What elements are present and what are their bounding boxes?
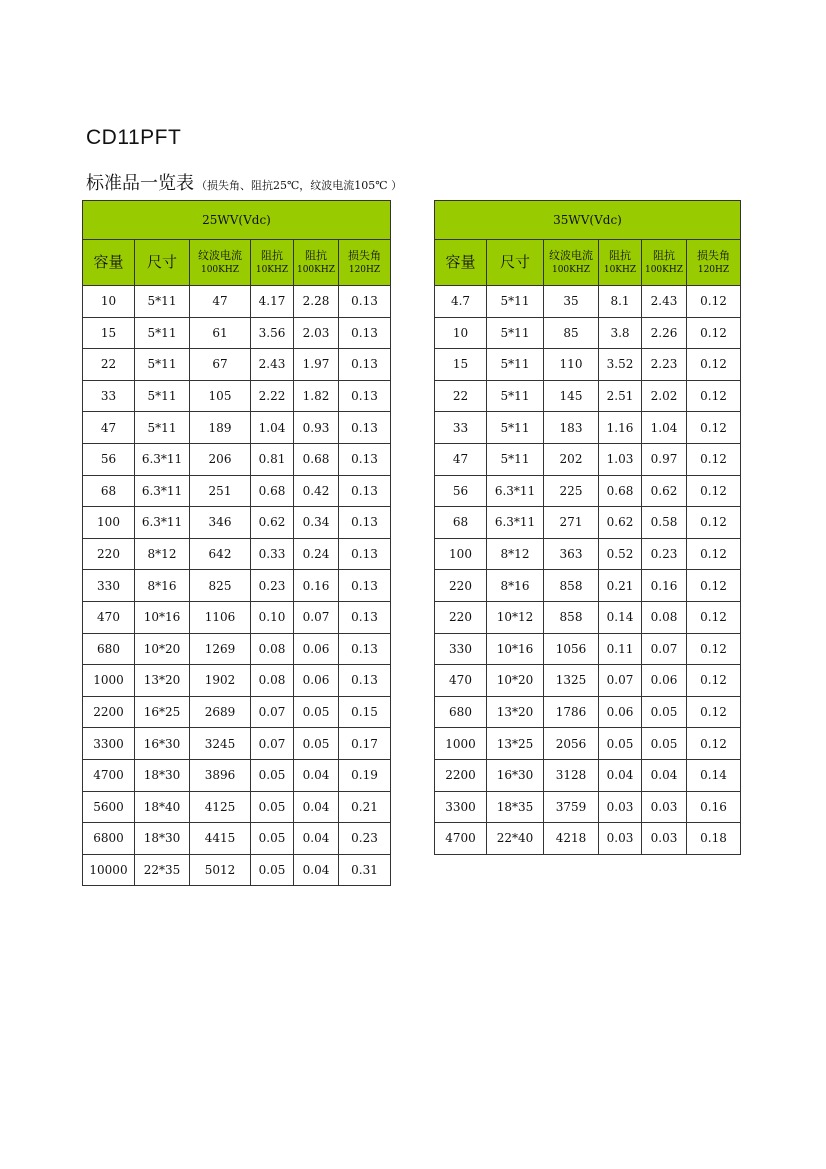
loss-angle-cell: 0.12 (687, 380, 741, 412)
table-row (83, 601, 391, 633)
loss-angle-cell: 0.19 (339, 759, 391, 791)
size-cell: 8*16 (135, 570, 190, 602)
impedance-10k-cell: 0.62 (599, 507, 642, 539)
impedance-10k-cell: 4.17 (251, 286, 294, 318)
impedance-100k-cell: 2.43 (642, 286, 687, 318)
capacity-cell: 2200 (435, 759, 487, 791)
loss-angle-cell: 0.12 (687, 696, 741, 728)
capacity-cell: 6800 (83, 823, 135, 855)
impedance-10k-cell: 1.16 (599, 412, 642, 444)
col-capacity-header: 容量 (83, 240, 135, 286)
loss-angle-cell: 0.12 (687, 443, 741, 475)
impedance-10k-cell: 0.11 (599, 633, 642, 665)
table-row (83, 538, 391, 570)
spec-table-35wv (434, 200, 741, 855)
impedance-100k-cell: 2.02 (642, 380, 687, 412)
loss-angle-cell: 0.12 (687, 475, 741, 507)
ripple-current-cell: 2689 (190, 696, 251, 728)
impedance-100k-cell: 2.28 (294, 286, 339, 318)
impedance-100k-cell: 0.04 (294, 823, 339, 855)
impedance-10k-cell: 0.08 (251, 665, 294, 697)
loss-angle-cell: 0.13 (339, 538, 391, 570)
voltage-header: 35WV(Vdc) (435, 201, 741, 240)
capacity-cell: 1000 (435, 728, 487, 760)
loss-angle-cell: 0.13 (339, 507, 391, 539)
table-row (83, 317, 391, 349)
capacity-cell: 4700 (83, 759, 135, 791)
size-cell: 5*11 (487, 380, 544, 412)
capacity-cell: 47 (83, 412, 135, 444)
table-row (83, 823, 391, 855)
impedance-10k-cell: 1.03 (599, 443, 642, 475)
impedance-10k-cell: 0.03 (599, 791, 642, 823)
size-cell: 22*35 (135, 854, 190, 886)
table-row (435, 633, 741, 665)
size-cell: 6.3*11 (135, 443, 190, 475)
impedance-100k-cell: 2.23 (642, 349, 687, 381)
size-cell: 6.3*11 (135, 507, 190, 539)
capacity-cell: 680 (83, 633, 135, 665)
table-row (83, 633, 391, 665)
capacity-cell: 22 (83, 349, 135, 381)
size-cell: 8*12 (135, 538, 190, 570)
impedance-100k-cell: 1.82 (294, 380, 339, 412)
capacity-cell: 2200 (83, 696, 135, 728)
loss-angle-cell: 0.13 (339, 380, 391, 412)
col-impedance-100k-header: 阻抗 100KHZ (642, 240, 687, 286)
table-row (83, 380, 391, 412)
table-row (435, 570, 741, 602)
table-row (83, 854, 391, 886)
impedance-100k-cell: 2.03 (294, 317, 339, 349)
table-row (435, 349, 741, 381)
loss-angle-cell: 0.13 (339, 601, 391, 633)
loss-angle-cell: 0.12 (687, 349, 741, 381)
table-row (83, 507, 391, 539)
impedance-10k-cell: 0.33 (251, 538, 294, 570)
impedance-100k-cell: 0.04 (294, 759, 339, 791)
impedance-100k-cell: 0.05 (642, 696, 687, 728)
impedance-100k-cell: 0.23 (642, 538, 687, 570)
impedance-100k-cell: 0.05 (642, 728, 687, 760)
impedance-10k-cell: 3.56 (251, 317, 294, 349)
size-cell: 6.3*11 (135, 475, 190, 507)
capacity-cell: 68 (435, 507, 487, 539)
table-row (83, 570, 391, 602)
impedance-100k-cell: 0.16 (294, 570, 339, 602)
loss-angle-cell: 0.15 (339, 696, 391, 728)
capacity-cell: 56 (83, 443, 135, 475)
impedance-10k-cell: 0.21 (599, 570, 642, 602)
capacity-cell: 4700 (435, 823, 487, 855)
ripple-current-cell: 4415 (190, 823, 251, 855)
impedance-100k-cell: 0.68 (294, 443, 339, 475)
impedance-100k-cell: 0.04 (294, 854, 339, 886)
loss-angle-cell: 0.16 (687, 791, 741, 823)
capacity-cell: 100 (83, 507, 135, 539)
ripple-current-cell: 346 (190, 507, 251, 539)
size-cell: 16*25 (135, 696, 190, 728)
table-row (435, 791, 741, 823)
impedance-100k-cell: 0.97 (642, 443, 687, 475)
size-cell: 13*25 (487, 728, 544, 760)
document-subtitle (86, 169, 402, 195)
size-cell: 5*11 (487, 286, 544, 318)
capacity-cell: 56 (435, 475, 487, 507)
loss-angle-cell: 0.13 (339, 570, 391, 602)
table-body (435, 286, 741, 855)
impedance-10k-cell: 0.05 (251, 759, 294, 791)
size-cell: 13*20 (487, 696, 544, 728)
impedance-100k-cell: 0.34 (294, 507, 339, 539)
capacity-cell: 10 (83, 286, 135, 318)
impedance-10k-cell: 0.52 (599, 538, 642, 570)
size-cell: 13*20 (135, 665, 190, 697)
ripple-current-cell: 858 (544, 570, 599, 602)
table-row (83, 475, 391, 507)
loss-angle-cell: 0.12 (687, 665, 741, 697)
impedance-100k-cell: 0.06 (294, 633, 339, 665)
ripple-current-cell: 61 (190, 317, 251, 349)
impedance-100k-cell: 0.42 (294, 475, 339, 507)
table-row (435, 443, 741, 475)
impedance-10k-cell: 0.05 (251, 791, 294, 823)
impedance-100k-cell: 0.16 (642, 570, 687, 602)
capacity-cell: 470 (435, 665, 487, 697)
loss-angle-cell: 0.12 (687, 601, 741, 633)
loss-angle-cell: 0.14 (687, 759, 741, 791)
loss-angle-cell: 0.13 (339, 443, 391, 475)
impedance-10k-cell: 0.10 (251, 601, 294, 633)
impedance-10k-cell: 0.08 (251, 633, 294, 665)
table-row (435, 412, 741, 444)
capacity-cell: 68 (83, 475, 135, 507)
ripple-current-cell: 4218 (544, 823, 599, 855)
col-ripple-header: 纹波电流 100KHZ (190, 240, 251, 286)
ripple-current-cell: 225 (544, 475, 599, 507)
loss-angle-cell: 0.13 (339, 412, 391, 444)
impedance-100k-cell: 0.06 (294, 665, 339, 697)
size-cell: 18*30 (135, 759, 190, 791)
impedance-10k-cell: 3.52 (599, 349, 642, 381)
capacity-cell: 100 (435, 538, 487, 570)
impedance-100k-cell: 0.24 (294, 538, 339, 570)
size-cell: 10*20 (135, 633, 190, 665)
ripple-current-cell: 1269 (190, 633, 251, 665)
impedance-10k-cell: 0.62 (251, 507, 294, 539)
loss-angle-cell: 0.12 (687, 728, 741, 760)
size-cell: 5*11 (487, 412, 544, 444)
loss-angle-cell: 0.13 (339, 317, 391, 349)
col-capacity-header: 容量 (435, 240, 487, 286)
table-body (83, 286, 391, 886)
col-loss-angle-header: 损失角 120HZ (339, 240, 391, 286)
impedance-10k-cell: 2.51 (599, 380, 642, 412)
impedance-10k-cell: 0.03 (599, 823, 642, 855)
size-cell: 10*16 (487, 633, 544, 665)
col-impedance-10k-header: 阻抗 10KHZ (251, 240, 294, 286)
table-row (435, 507, 741, 539)
capacity-cell: 15 (83, 317, 135, 349)
size-cell: 5*11 (135, 286, 190, 318)
size-cell: 5*11 (487, 443, 544, 475)
ripple-current-cell: 271 (544, 507, 599, 539)
size-cell: 10*16 (135, 601, 190, 633)
capacity-cell: 3300 (435, 791, 487, 823)
table-row (83, 791, 391, 823)
loss-angle-cell: 0.13 (339, 286, 391, 318)
ripple-current-cell: 3759 (544, 791, 599, 823)
table-row (435, 759, 741, 791)
impedance-100k-cell: 0.58 (642, 507, 687, 539)
size-cell: 16*30 (135, 728, 190, 760)
loss-angle-cell: 0.12 (687, 570, 741, 602)
capacity-cell: 22 (435, 380, 487, 412)
ripple-current-cell: 1902 (190, 665, 251, 697)
size-cell: 18*40 (135, 791, 190, 823)
impedance-100k-cell: 0.08 (642, 601, 687, 633)
ripple-current-cell: 206 (190, 443, 251, 475)
ripple-current-cell: 1056 (544, 633, 599, 665)
impedance-10k-cell: 0.06 (599, 696, 642, 728)
col-ripple-header: 纹波电流 100KHZ (544, 240, 599, 286)
loss-angle-cell: 0.17 (339, 728, 391, 760)
loss-angle-cell: 0.12 (687, 317, 741, 349)
impedance-10k-cell: 1.04 (251, 412, 294, 444)
capacity-cell: 470 (83, 601, 135, 633)
table-row (83, 696, 391, 728)
impedance-10k-cell: 0.81 (251, 443, 294, 475)
impedance-100k-cell: 0.62 (642, 475, 687, 507)
capacity-cell: 33 (83, 380, 135, 412)
ripple-current-cell: 825 (190, 570, 251, 602)
ripple-current-cell: 642 (190, 538, 251, 570)
capacity-cell: 10 (435, 317, 487, 349)
table-row (435, 286, 741, 318)
capacity-cell: 4.7 (435, 286, 487, 318)
impedance-10k-cell: 0.05 (599, 728, 642, 760)
loss-angle-cell: 0.18 (687, 823, 741, 855)
table-row (435, 823, 741, 855)
table-row (83, 349, 391, 381)
impedance-10k-cell: 0.07 (251, 696, 294, 728)
ripple-current-cell: 858 (544, 601, 599, 633)
ripple-current-cell: 110 (544, 349, 599, 381)
impedance-10k-cell: 0.14 (599, 601, 642, 633)
loss-angle-cell: 0.21 (339, 791, 391, 823)
impedance-10k-cell: 2.22 (251, 380, 294, 412)
impedance-100k-cell: 0.04 (642, 759, 687, 791)
ripple-current-cell: 4125 (190, 791, 251, 823)
col-impedance-10k-header: 阻抗 10KHZ (599, 240, 642, 286)
table-row (435, 475, 741, 507)
impedance-100k-cell: 0.03 (642, 823, 687, 855)
ripple-current-cell: 183 (544, 412, 599, 444)
capacity-cell: 3300 (83, 728, 135, 760)
capacity-cell: 15 (435, 349, 487, 381)
ripple-current-cell: 5012 (190, 854, 251, 886)
loss-angle-cell: 0.12 (687, 538, 741, 570)
impedance-10k-cell: 3.8 (599, 317, 642, 349)
size-cell: 8*16 (487, 570, 544, 602)
size-cell: 18*35 (487, 791, 544, 823)
ripple-current-cell: 85 (544, 317, 599, 349)
table-row (83, 286, 391, 318)
ripple-current-cell: 105 (190, 380, 251, 412)
ripple-current-cell: 1786 (544, 696, 599, 728)
subtitle-note: （损失角、阻抗25℃，纹波电流105℃ ） (196, 179, 403, 192)
impedance-100k-cell: 0.04 (294, 791, 339, 823)
loss-angle-cell: 0.13 (339, 665, 391, 697)
size-cell: 5*11 (135, 317, 190, 349)
table-row (435, 601, 741, 633)
capacity-cell: 10000 (83, 854, 135, 886)
col-size-header: 尺寸 (487, 240, 544, 286)
ripple-current-cell: 189 (190, 412, 251, 444)
ripple-current-cell: 1106 (190, 601, 251, 633)
size-cell: 5*11 (135, 349, 190, 381)
loss-angle-cell: 0.31 (339, 854, 391, 886)
capacity-cell: 220 (435, 570, 487, 602)
ripple-current-cell: 35 (544, 286, 599, 318)
impedance-100k-cell: 0.05 (294, 696, 339, 728)
impedance-10k-cell: 2.43 (251, 349, 294, 381)
ripple-current-cell: 47 (190, 286, 251, 318)
subtitle-text: 标准品一览表 (86, 173, 194, 194)
table-row (83, 665, 391, 697)
impedance-100k-cell: 2.26 (642, 317, 687, 349)
size-cell: 22*40 (487, 823, 544, 855)
impedance-100k-cell: 1.04 (642, 412, 687, 444)
impedance-100k-cell: 0.05 (294, 728, 339, 760)
capacity-cell: 5600 (83, 791, 135, 823)
table-row (83, 759, 391, 791)
ripple-current-cell: 3128 (544, 759, 599, 791)
table-row (435, 728, 741, 760)
size-cell: 5*11 (487, 349, 544, 381)
impedance-10k-cell: 0.68 (599, 475, 642, 507)
size-cell: 6.3*11 (487, 475, 544, 507)
size-cell: 10*12 (487, 601, 544, 633)
size-cell: 5*11 (487, 317, 544, 349)
impedance-10k-cell: 0.23 (251, 570, 294, 602)
impedance-100k-cell: 0.03 (642, 791, 687, 823)
capacity-cell: 330 (435, 633, 487, 665)
impedance-100k-cell: 0.93 (294, 412, 339, 444)
table-row (435, 380, 741, 412)
ripple-current-cell: 145 (544, 380, 599, 412)
ripple-current-cell: 251 (190, 475, 251, 507)
loss-angle-cell: 0.23 (339, 823, 391, 855)
ripple-current-cell: 1325 (544, 665, 599, 697)
size-cell: 5*11 (135, 412, 190, 444)
table-row (435, 538, 741, 570)
table-row (83, 412, 391, 444)
ripple-current-cell: 2056 (544, 728, 599, 760)
ripple-current-cell: 202 (544, 443, 599, 475)
impedance-10k-cell: 8.1 (599, 286, 642, 318)
capacity-cell: 220 (83, 538, 135, 570)
loss-angle-cell: 0.12 (687, 412, 741, 444)
impedance-100k-cell: 1.97 (294, 349, 339, 381)
capacity-cell: 220 (435, 601, 487, 633)
size-cell: 18*30 (135, 823, 190, 855)
capacity-cell: 1000 (83, 665, 135, 697)
ripple-current-cell: 3896 (190, 759, 251, 791)
loss-angle-cell: 0.13 (339, 633, 391, 665)
spec-table-25wv (82, 200, 391, 886)
capacity-cell: 33 (435, 412, 487, 444)
impedance-10k-cell: 0.07 (251, 728, 294, 760)
size-cell: 8*12 (487, 538, 544, 570)
loss-angle-cell: 0.13 (339, 349, 391, 381)
ripple-current-cell: 3245 (190, 728, 251, 760)
col-size-header: 尺寸 (135, 240, 190, 286)
size-cell: 16*30 (487, 759, 544, 791)
table-row (435, 317, 741, 349)
loss-angle-cell: 0.12 (687, 507, 741, 539)
col-loss-angle-header: 损失角 120HZ (687, 240, 741, 286)
impedance-100k-cell: 0.06 (642, 665, 687, 697)
table-row (435, 696, 741, 728)
table-row (435, 665, 741, 697)
impedance-10k-cell: 0.04 (599, 759, 642, 791)
col-impedance-100k-header: 阻抗 100KHZ (294, 240, 339, 286)
document-title: CD11PFT (86, 126, 182, 149)
capacity-cell: 680 (435, 696, 487, 728)
impedance-100k-cell: 0.07 (642, 633, 687, 665)
table-row (83, 443, 391, 475)
impedance-10k-cell: 0.68 (251, 475, 294, 507)
impedance-100k-cell: 0.07 (294, 601, 339, 633)
table-row (83, 728, 391, 760)
impedance-10k-cell: 0.07 (599, 665, 642, 697)
impedance-10k-cell: 0.05 (251, 823, 294, 855)
impedance-10k-cell: 0.05 (251, 854, 294, 886)
capacity-cell: 330 (83, 570, 135, 602)
capacity-cell: 47 (435, 443, 487, 475)
loss-angle-cell: 0.13 (339, 475, 391, 507)
voltage-header: 25WV(Vdc) (83, 201, 391, 240)
ripple-current-cell: 363 (544, 538, 599, 570)
ripple-current-cell: 67 (190, 349, 251, 381)
size-cell: 6.3*11 (487, 507, 544, 539)
size-cell: 5*11 (135, 380, 190, 412)
size-cell: 10*20 (487, 665, 544, 697)
loss-angle-cell: 0.12 (687, 286, 741, 318)
loss-angle-cell: 0.12 (687, 633, 741, 665)
